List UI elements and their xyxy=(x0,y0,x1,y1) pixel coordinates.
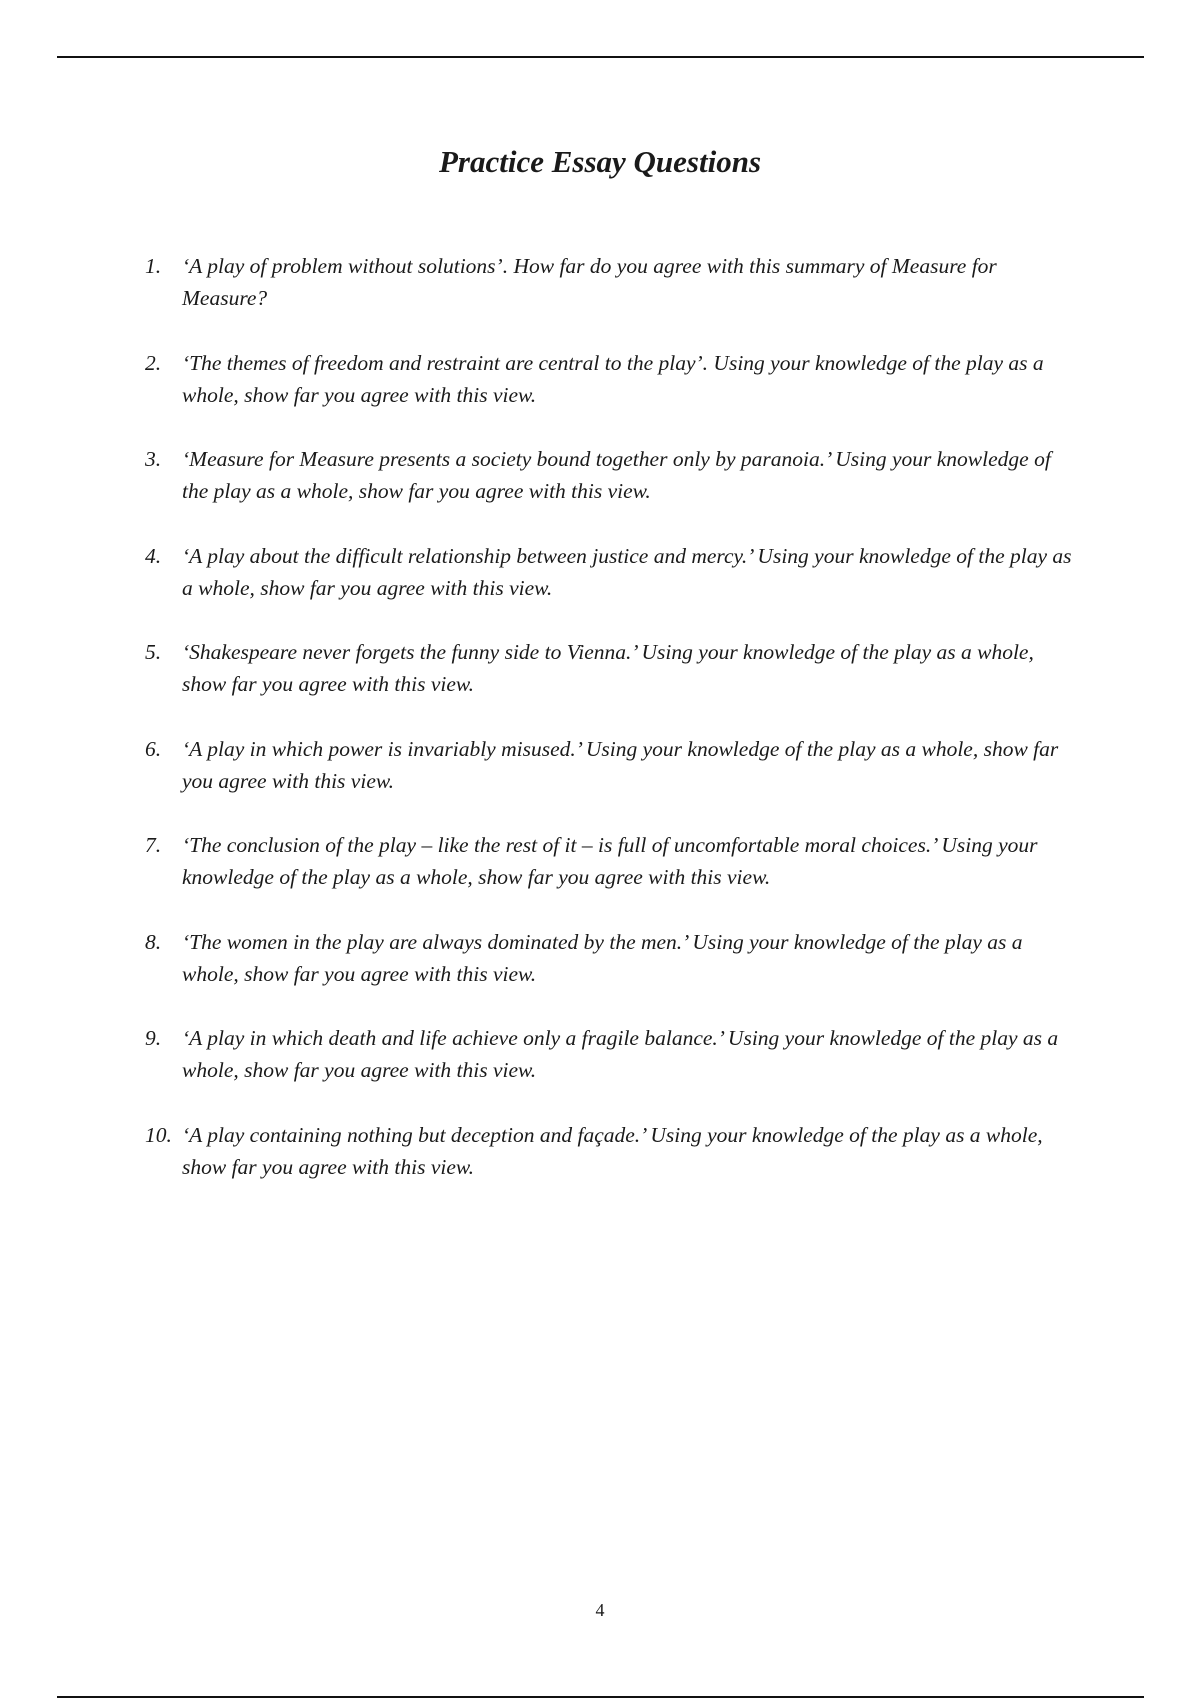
question-text: ‘Measure for Measure presents a society bound together only by paranoia.’ Using your knowledge of the play as a whole, show far you agree with this view. xyxy=(182,447,1051,503)
question-item xyxy=(145,1119,1075,1183)
question-text: ‘Shakespeare never forgets the funny side to Vienna.’ Using your knowledge of the play as a whole, show far you agree with this view. xyxy=(182,640,1034,696)
question-text: ‘A play of problem without solutions’. How far do you agree with this summary of Measure for Measure? xyxy=(182,254,997,310)
page-title: Practice Essay Questions xyxy=(438,144,762,179)
question-number: 5. xyxy=(145,640,162,664)
question-number: 2. xyxy=(145,350,162,375)
question-text: ‘The women in the play are always dominated by the men.’ Using your knowledge of the play as a whole, show far you agree with this view. xyxy=(182,929,1023,986)
question-item xyxy=(145,733,1075,797)
question-number: 10. xyxy=(145,1122,172,1147)
question-text: ‘A play containing nothing but deception and façade.’ Using your knowledge of the play as a whole, show far you agree with this view. xyxy=(182,1122,1043,1179)
question-text: ‘A play in which death and life achieve only a fragile balance.’ Using your knowledge of the play as a whole, show far you agree with this view. xyxy=(182,1026,1059,1082)
question-text: ‘A play about the difficult relationship between justice and mercy.’ Using your knowledge of the play as a whole, show far you agree with this view. xyxy=(182,543,1072,600)
question-item xyxy=(145,926,1075,990)
question-number: 7. xyxy=(145,833,162,857)
question-text: ‘A play in which power is invariably misused.’ Using your knowledge of the play as a whole, show far you agree with this view. xyxy=(182,736,1059,793)
question-item xyxy=(145,443,1075,507)
page-number: 4 xyxy=(595,1600,605,1620)
question-text: ‘The themes of freedom and restraint are central to the play’. Using your knowledge of the play as a whole, show far you agree with this view. xyxy=(182,350,1044,407)
question-item xyxy=(145,829,1075,893)
question-item xyxy=(145,636,1075,700)
question-text: ‘The conclusion of the play – like the rest of it – is full of uncomfortable moral choices.’ Using your knowledge of the play as a whole, show far you agree with this view. xyxy=(182,833,1038,889)
question-number: 9. xyxy=(145,1026,162,1050)
question-list xyxy=(145,250,1075,1215)
bottom-rule xyxy=(57,1696,1144,1698)
question-item xyxy=(145,540,1075,604)
question-number: 1. xyxy=(145,254,162,278)
question-number: 4. xyxy=(145,543,162,568)
question-number: 8. xyxy=(145,929,162,954)
question-item xyxy=(145,347,1075,411)
top-rule xyxy=(57,56,1144,58)
question-number: 3. xyxy=(145,447,162,471)
question-number: 6. xyxy=(145,736,162,761)
question-item xyxy=(145,1022,1075,1086)
question-item xyxy=(145,250,1075,314)
